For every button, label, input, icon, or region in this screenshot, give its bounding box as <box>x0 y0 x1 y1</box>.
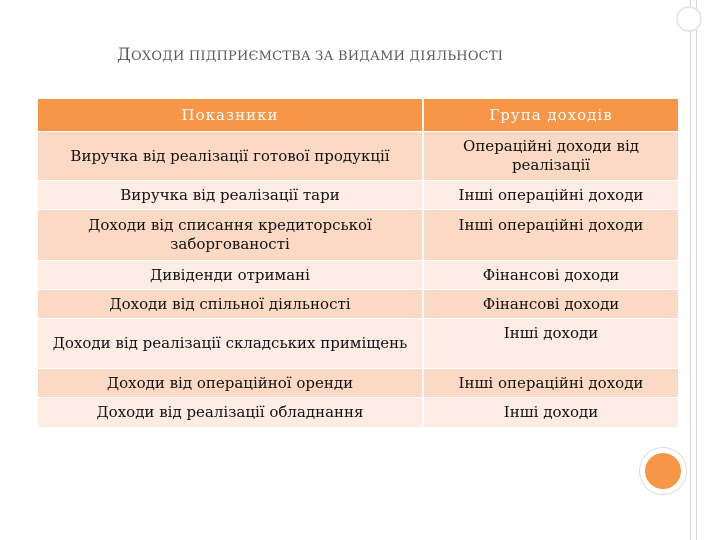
table-row <box>38 261 678 290</box>
table-row <box>38 398 678 427</box>
cell-indicator: Виручка від реалізації тари <box>38 181 423 210</box>
cell-income-group: Інші операційні доходи <box>423 210 678 261</box>
cell-indicator: Виручка від реалізації готової продукції <box>38 132 423 181</box>
table-row <box>38 290 678 319</box>
table-row <box>38 132 678 181</box>
table-header-row <box>38 99 678 132</box>
cell-income-group: Фінансові доходи <box>423 290 678 319</box>
slide-title <box>117 45 637 65</box>
column-header-indicators: Показники <box>38 99 423 132</box>
cell-indicator: Доходи від операційної оренди <box>38 369 423 398</box>
cell-indicator: Доходи від списання кредиторської заборгованості <box>38 210 423 261</box>
decorative-orange-circle <box>640 448 686 494</box>
table-row <box>38 369 678 398</box>
income-table <box>38 99 678 427</box>
cell-indicator: Дивіденди отримані <box>38 261 423 290</box>
decorative-border-line-inner <box>696 0 697 540</box>
cell-indicator: Доходи від спільної діяльності <box>38 290 423 319</box>
slide-title-initial: Д <box>117 45 132 65</box>
cell-indicator: Доходи від реалізації обладнання <box>38 398 423 427</box>
table-row <box>38 181 678 210</box>
cell-income-group: Інші доходи <box>423 319 678 369</box>
decorative-border-line-outer <box>690 0 691 540</box>
cell-income-group: Операційні доходи від реалізації <box>423 132 678 181</box>
slide-title-rest: ОХОДИ ПІДПРИЄМСТВА ЗА ВИДАМИ ДІЯЛЬНОСТІ <box>131 49 504 64</box>
decorative-ring <box>676 6 702 32</box>
cell-income-group: Інші доходи <box>423 398 678 427</box>
cell-income-group: Інші операційні доходи <box>423 369 678 398</box>
table-row <box>38 319 678 369</box>
cell-income-group: Інші операційні доходи <box>423 181 678 210</box>
table-row <box>38 210 678 261</box>
cell-indicator: Доходи від реалізації складських приміщень <box>38 319 423 369</box>
column-header-income-group: Група доходів <box>423 99 678 132</box>
cell-income-group: Фінансові доходи <box>423 261 678 290</box>
